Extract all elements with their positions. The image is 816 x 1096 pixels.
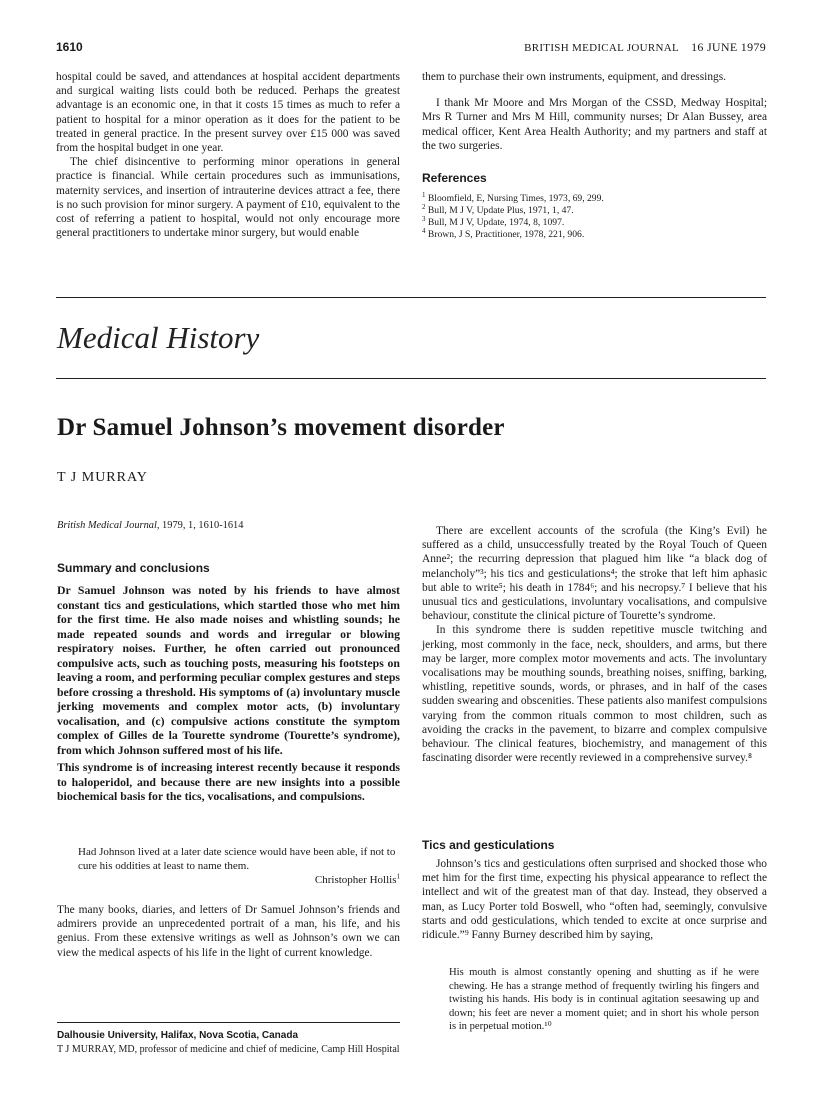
section-rule-bottom (56, 378, 766, 379)
acknowledgements: I thank Mr Moore and Mrs Morgan of the CSSD, Medway Hospital; Mrs R Turner and Mrs M Hill, community nurses; Dr Alan Bussey, area medical officer, Kent Area Health Authority; and my partners and staff at the two surgeries. (422, 97, 767, 152)
tics-heading: Tics and gesticulations (422, 838, 555, 852)
article-body-left (57, 903, 400, 960)
page-number: 1610 (56, 40, 83, 54)
intro-paragraph: The many books, diaries, and letters of Dr Samuel Johnson’s friends and admirers provide an unprecedented portrait of a man, his life, and his genius. From these extensive writings as well as Johnson’s own we can view the medical aspects of his life in the light of current knowledge. (57, 904, 400, 959)
epigraph (78, 845, 400, 887)
affiliation-author: T J MURRAY, MD, professor of medicine and chief of medicine, Camp Hill Hospital (57, 1044, 400, 1056)
article-body-right (422, 524, 767, 765)
article-author: T J MURRAY (57, 470, 148, 485)
journal-header (524, 40, 766, 55)
article-title: Dr Samuel Johnson’s movement disorder (57, 414, 505, 441)
epigraph-attribution: Christopher Hollis$^1$ (314, 872, 400, 886)
summary-heading: Summary and conclusions (57, 561, 210, 575)
summary-block (57, 583, 400, 804)
prev-right-paragraph-1: them to purchase their own instruments, equipment, and dressings. (422, 71, 727, 83)
section-title: Medical History (57, 320, 260, 355)
summary-paragraph-2: This syndrome is of increasing interest recently because it responds to haloperidol, and because there are new insights into a possible biochemical basis for the tics, vocalisations, and compulsions. (57, 760, 400, 803)
right-paragraph-1: There are excellent accounts of the scrofula (the King’s Evil) he suffered as a child, unsuccessfully treated by the Royal Touch of Queen Anne²; the recurring depression that plagued him like “a black dog of melancholy”³; his tics and gesticulations⁴; the stroke that left him aphasic but able to write⁵; his death in 1784⁶; and his necropsy.⁷ I believe that his unusual tics and gesticulations, involuntary vocalisations, and compulsive behaviour, constitute the clinical picture of Tourette’s syndrome. (422, 525, 767, 623)
prev-article-left-column (56, 70, 400, 240)
article-citation: British Medical Journal, 1979, 1, 1610-1614 (57, 520, 244, 531)
right-paragraph-2: In this syndrome there is sudden repetitive muscle twitching and jerking, most commonly in the face, neck, shoulders, and arms, but there may be larger, more complex motor movements and acts. The involuntary vocalisations may be mouthing sounds, breathing noises, sniffing, barking, whistling, repetitive sounds, words, or phrases, and in half of the cases sudden swearing and obscenities. These patients also manifest compulsions varying from the common rituals common to most children, such as avoiding the cracks in the pavement, to bizarre and complex compulsive behaviour. The clinical features, biochemistry, and management of this fascinating disorder were recently reviewed in a comprehensive survey.⁸ (422, 624, 767, 765)
tics-paragraph-1: Johnson’s tics and gesticulations often surprised and shocked those who met him for the first time, expecting his physical appearance to reflect the intellect and wit of the greatest man of that day. Instead, they observed a man, as Lucy Porter told Boswell, who “often had, seemingly, convulsive starts and odd gesticulations, which tended to excite at once surprise and ridicule.”⁹ Fanny Burney described him by saying, (422, 858, 767, 942)
issue-date: 16 JUNE 1979 (691, 40, 766, 54)
references-heading: References (422, 171, 487, 186)
reference-item: $^2$ Bull, M J V, Update Plus, 1971, 1, 47. (422, 203, 574, 217)
prev-left-paragraph-1: hospital could be saved, and attendances at hospital accident departments and surgical waiting lists could both be reduced. Perhaps the greatest advantage is an economic one, in that it costs 15 times as much to refer a patient to hospital for a minor operation as it does for the patient to be treated in general practice. In the present survey over £15 000 was saved from the hospital budget in one year. (56, 71, 400, 155)
section-rule-top (56, 297, 766, 298)
reference-item: $^1$ Bloomfield, E, Nursing Times, 1973, 69, 299. (422, 191, 604, 205)
reference-item: $^3$ Bull, M J V, Update, 1974, 8, 1097. (422, 215, 565, 229)
prev-article-right-column (422, 70, 767, 241)
epigraph-text: Had Johnson lived at a later date science would have been able, if not to cure his oddities at least to name them. (78, 846, 396, 872)
summary-paragraph-1: Dr Samuel Johnson was noted by his friends to have almost constant tics and gesticulations, which startled those who met him for the first time. He also made noises and whistling sounds; he made repeated sounds and words and irregular or blowing respiratory noises. Further, he often carried out pronounced compulsive acts, such as touching posts, measuring his footsteps on leaving a room, and performing peculiar complex gestures and steps before crossing a threshold. His symptoms of (a) involuntary muscle jerking movements and complex motor acts, (b) involuntary vocalisation, and (c) compulsive actions constitute the symptom complex of Gilles de la Tourette syndrome (Tourette’s syndrome), from which Johnson suffered most of his life. (57, 583, 400, 757)
tics-section (422, 857, 767, 942)
reference-item: $^4$ Brown, J S, Practitioner, 1978, 221, 906. (422, 227, 585, 241)
affiliation-institution: Dalhousie University, Halifax, Nova Scotia, Canada (57, 1030, 299, 1041)
burney-quote: His mouth is almost constantly opening and shutting as if he were chewing. He has a strange method of frequently twirling his fingers and twisting his hands. His body is in continual agitation seesawing up and down; his feet are never a moment quiet; and in short his whole person is in perpetual motion.¹⁰ (449, 967, 759, 1033)
journal-name: BRITISH MEDICAL JOURNAL (524, 42, 680, 54)
references-list (422, 193, 767, 241)
prev-left-paragraph-2: The chief disincentive to performing minor operations in general practice is financial. While certain procedures such as immunisations, maternity services, and insertion of intrauterine devices attract a fee, there is no such provision for minor surgery. A payment of £10, equivalent to the cost of referring a patient to hospital, would not only encourage more general practitioners to undertake minor surgery, but would enable (56, 156, 400, 240)
running-header (56, 40, 766, 60)
author-affiliation (57, 1022, 400, 1057)
